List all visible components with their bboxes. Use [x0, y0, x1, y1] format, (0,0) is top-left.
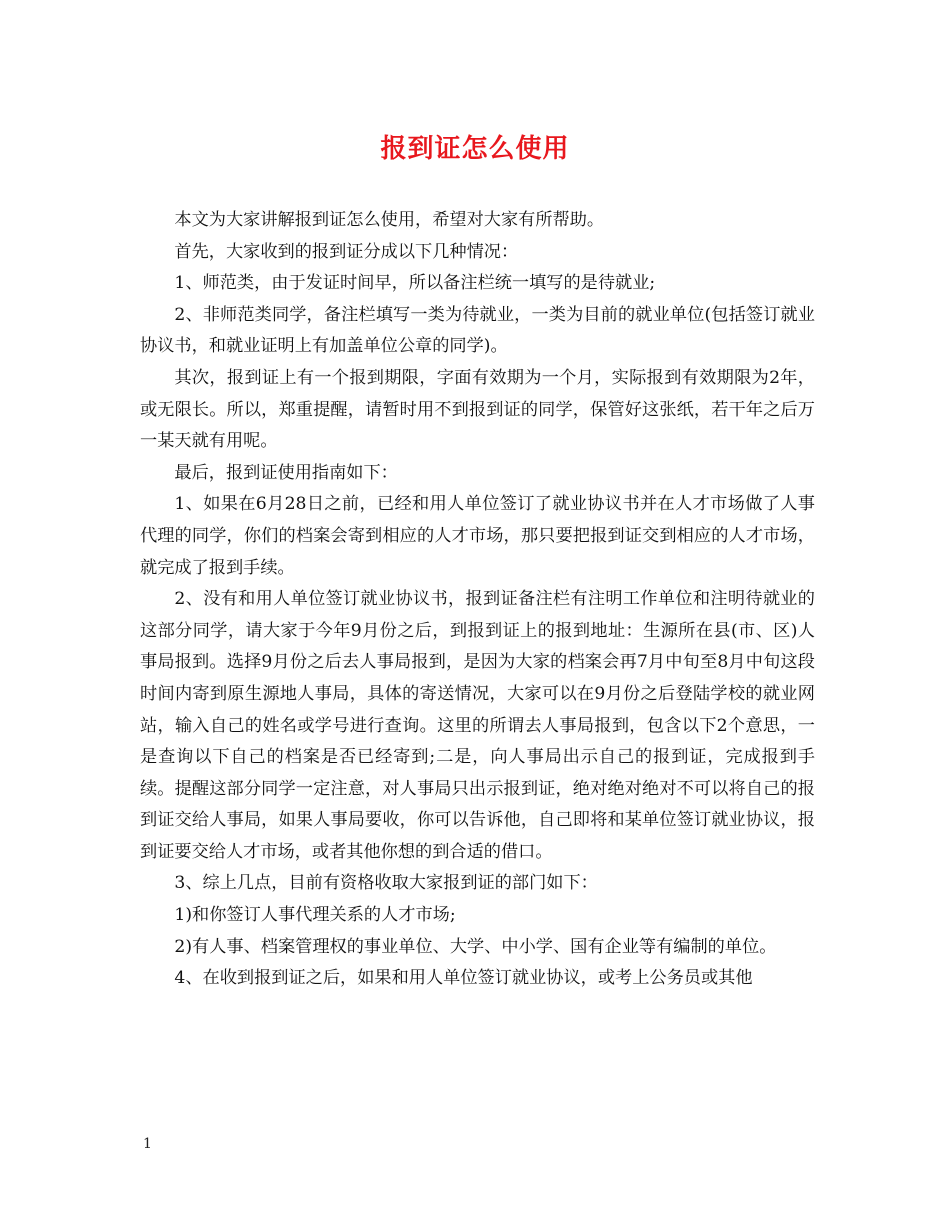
page-number: 1	[143, 1136, 152, 1152]
paragraph: 其次，报到证上有一个报到期限，字面有效期为一个月，实际报到有效期限为2年，或无限长。所以，郑重提醒，请暂时用不到报到证的同学，保管好这张纸，若干年之后万一某天就有用呢。	[140, 367, 815, 452]
page-title: 报到证怎么使用	[380, 134, 570, 164]
paragraph: 最后，报到证使用指南如下：	[174, 462, 398, 483]
paragraph: 4、在收到报到证之后，如果和用人单位签订就业协议，或考上公务员或其他	[174, 968, 753, 989]
document-body	[140, 205, 815, 995]
paragraph: 3、综上几点，目前有资格收取大家报到证的部门如下：	[174, 873, 598, 894]
paragraph: 2、非师范类同学，备注栏填写一类为待就业，一类为目前的就业单位(包括签订就业协议书，和就业证明上有加盖单位公章的同学)。	[140, 304, 815, 357]
paragraph: 1)和你签订人事代理关系的人才市场;	[174, 905, 456, 926]
paragraph: 首先，大家收到的报到证分成以下几种情况：	[174, 241, 519, 262]
paragraph: 本文为大家讲解报到证怎么使用，希望对大家有所帮助。	[174, 210, 605, 230]
paragraph: 1、师范类，由于发证时间早，所以备注栏统一填写的是待就业;	[174, 273, 656, 294]
paragraph: 2)有人事、档案管理权的事业单位、大学、中小学、国有企业等有编制的单位。	[174, 936, 777, 957]
paragraph: 2、没有和用人单位签订就业协议书，报到证备注栏有注明工作单位和注明待就业的这部分同学，请大家于今年9月份之后，到报到证上的报到地址：生源所在县(市、区)人事局报到。选择9月份之后去人事局报到，是因为大家的档案会再7月中旬至8月中旬这段时间内寄到原生源地人事局，具体的寄送情况，大家可以在9月份之后登陆学校的就业网站，输入自己的姓名或学号进行查询。这里的所谓去人事局报到，包含以下2个意思，一是查询以下自己的档案是否已经寄到;二是，向人事局出示自己的报到证，完成报到手续。提醒这部分同学一定注意，对人事局只出示报到证，绝对绝对绝对不可以将自己的报到证交给人事局，如果人事局要收，你可以告诉他，自己即将和某单位签订就业协议，报到证要交给人才市场，或者其他你想的到合适的借口。	[140, 589, 815, 862]
paragraph: 1、如果在6月28日之前，已经和用人单位签订了就业协议书并在人才市场做了人事代理的同学，你们的档案会寄到相应的人才市场，那只要把报到证交到相应的人才市场，就完成了报到手续。	[140, 494, 815, 578]
